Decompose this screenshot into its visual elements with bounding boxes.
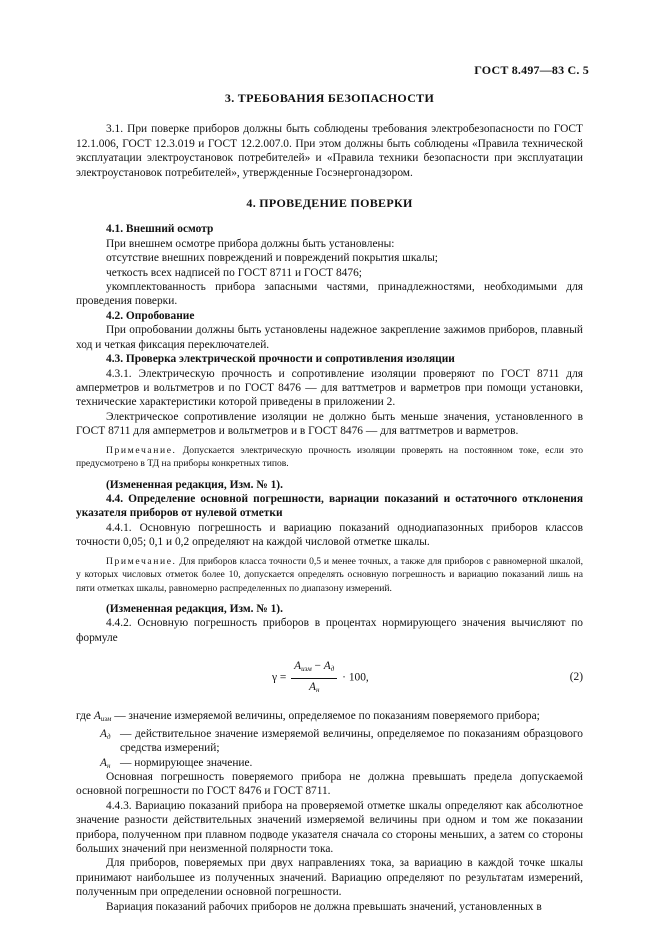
subsection-4-1-heading: 4.1. Внешний осмотр — [106, 223, 214, 236]
amendment-note: (Измененная редакция, Изм. № 1). — [106, 603, 283, 616]
equation-number: (2) — [569, 671, 583, 684]
formula-gamma: γ = — [272, 671, 287, 684]
paragraph-4-3-1: 4.3.1. Электрическую прочность и сопротивление изоляции проверяют по ГОСТ 8711 для амперметров и вольтметров и по ГОСТ 8476 — для ваттметров и варметров при помощи установки, технические характеристики которой приведены в приложении 2. — [76, 367, 583, 409]
note-text: Для приборов класса точности 0,5 и менее точных, а также для приборов с равномерной шкалой, у которых числовых отметок более 10, допускается определять основную погрешность и вариацию показаний лишь на пяти отметках шкалы, равномерно распределенных по диапазону измерений. — [76, 555, 583, 594]
document-code: ГОСТ 8.497—83 С. 5 — [474, 63, 589, 77]
formula-fraction — [291, 659, 337, 697]
definition-a-d: $A_д$ — действительное значение измеряемой величины, определяемое по показаниям образцового средства измерений; — [100, 727, 583, 755]
formula-numerator: $A_{изм} - A_д$ — [291, 659, 337, 678]
paragraph-basic-error: Основная погрешность поверяемого прибора не должна превышать предела допускаемой основной погрешности по ГОСТ 8476 и ГОСТ 8711. — [76, 770, 583, 798]
formula-2 — [76, 653, 583, 703]
paragraph-3-1: 3.1. При поверке приборов должны быть соблюдены требования электробезопасности по ГОСТ 12.1.006, ГОСТ 12.3.019 и ГОСТ 12.2.007.0. При этом должны быть соблюдены «Правила технической эксплуатации электроустановок потребителей» и «Правила техники безопасности при эксплуатации электроустановок потребителей», утвержденные Госэнергонадзором. — [76, 123, 583, 179]
paragraph-two-directions: Для приборов, поверяемых при двух направлениях тока, за вариацию в каждой точке шкалы принимают наибольшее из полученных значений. Вариацию определяют по результатам измерений, полученным при определении основной погрешности. — [76, 857, 583, 899]
paragraph-variation-limit: Вариация показаний рабочих приборов не должна превышать значений, установленных в — [106, 900, 542, 913]
formula-expression — [272, 659, 369, 697]
note-label: Примечание. — [106, 555, 177, 567]
subsection-4-2-heading: 4.2. Опробование — [106, 309, 195, 322]
formula-denominator: $A_н$ — [309, 680, 320, 694]
note-2 — [76, 555, 583, 596]
definition-a-n: $A_н$ — нормирующее значение. — [100, 756, 253, 770]
paragraph-4-4-3: 4.4.3. Вариацию показаний прибора на проверяемой отметке шкалы определяют как абсолютное значение разности действительных значений измеряемой величины при одном и том же показании прибора, полученном при плавном подводе указателя сначала со стороны меньших, а затем со стороны больших значений при неизменной полярности тока. — [76, 799, 583, 855]
formula-tail: · 100, — [342, 671, 369, 684]
subsection-4-4-heading: 4.4. Определение основной погрешности, вариации показаний и остаточного отклонения указателя приборов от нулевой отметки — [76, 492, 583, 520]
paragraph-4-3-1-resistance: Электрическое сопротивление изоляции не должно быть меньше значения, установленного в ГОСТ 8711 для амперметров и вольтметров и в ГОСТ 8476 — для ваттметров и варметров. — [76, 410, 583, 438]
paragraph-4-4-2: 4.4.2. Основную погрешность приборов в процентах нормирующего значения вычисляют по формуле — [76, 617, 583, 644]
list-item: укомплектованность прибора запасными частями, принадлежностями, необходимыми для проведения поверки. — [76, 281, 583, 308]
definition-a-izm: где $A_{изм}$ — значение измеряемой величины, определяемое по показаниям поверяемого прибора; — [76, 710, 540, 724]
section-4-title: 4. ПРОВЕДЕНИЕ ПОВЕРКИ — [246, 196, 413, 211]
formula-definitions — [76, 709, 583, 770]
paragraph-4-4-1: 4.4.1. Основную погрешность и вариацию показаний однодиапазонных приборов классов точности 0,05; 0,1 и 0,2 определяют на каждой числовой отметке шкалы. — [76, 521, 583, 549]
note-1 — [76, 444, 583, 471]
amendment-note: (Измененная редакция, Изм. № 1). — [106, 478, 283, 491]
section-3-title: 3. ТРЕБОВАНИЯ БЕЗОПАСНОСТИ — [224, 91, 435, 105]
list-item: четкость всех надписей по ГОСТ 8711 и ГОСТ 8476; — [106, 266, 362, 279]
paragraph-4-1-intro: При внешнем осмотре прибора должны быть установлены: — [106, 237, 395, 250]
note-text: Допускается электрическую прочность изоляции проверять на постоянном токе, если это предусмотрено в ТД на приборы конкретных типов. — [76, 444, 584, 470]
page-content — [76, 91, 583, 914]
subsection-4-3-heading: 4.3. Проверка электрической прочности и сопротивления изоляции — [106, 353, 455, 366]
paragraph-4-2: При опробовании должны быть установлены надежное закрепление зажимов приборов, плавный ход и четкая фиксация переключателей. — [76, 324, 583, 351]
list-item: отсутствие внешних повреждений и повреждений покрытия шкалы; — [106, 252, 438, 265]
note-label: Примечание. — [106, 444, 177, 456]
